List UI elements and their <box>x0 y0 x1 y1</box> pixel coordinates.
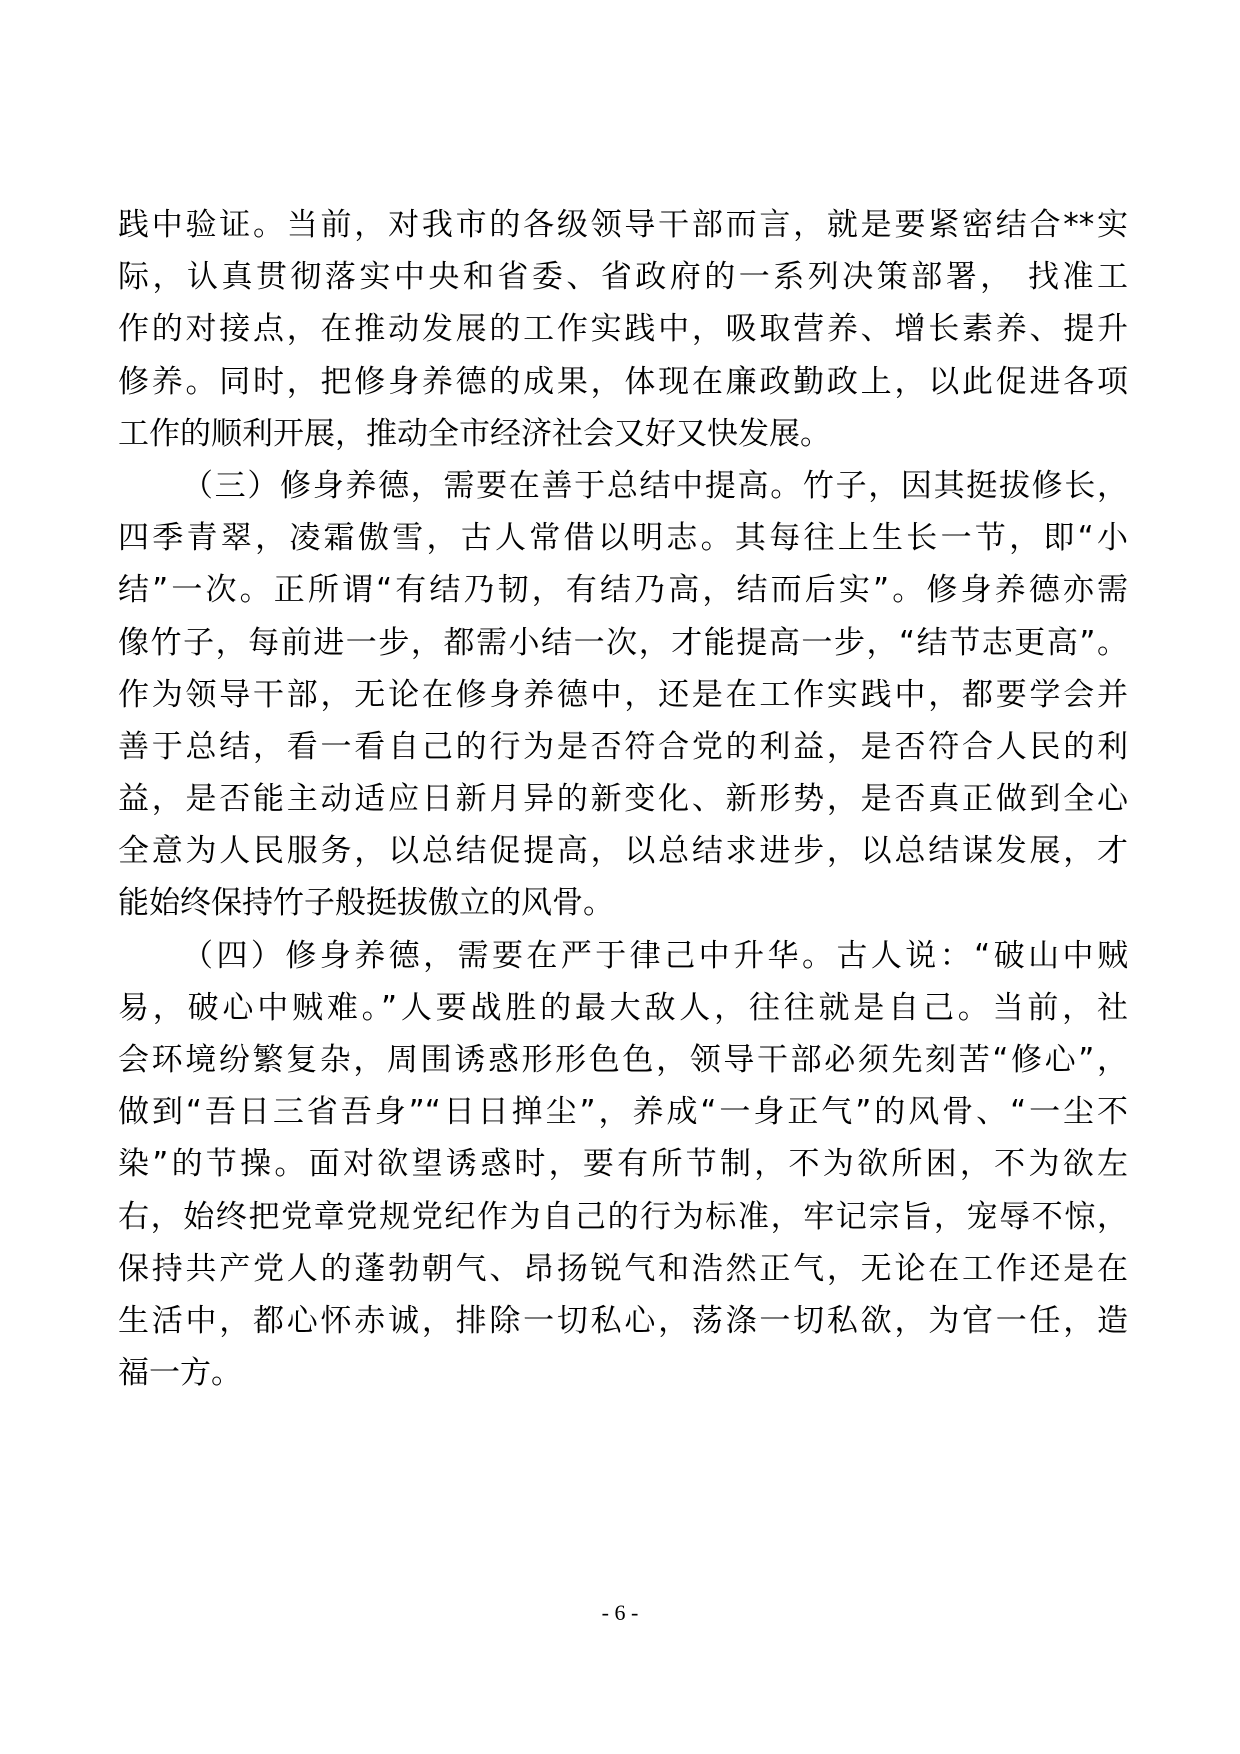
text-line: 作为领导干部，无论在修身养德中，还是在工作实践中，都要学会并 <box>118 676 1128 713</box>
text-line: 践中验证。当前，对我市的各级领导干部而言，就是要紧密结合**实 <box>118 207 1128 243</box>
text-line: 像竹子，每前进一步，都需小结一次，才能提高一步，“结节志更高”。 <box>118 624 1128 661</box>
text-line: 四季青翠，凌霜傲雪，古人常借以明志。其每往上生长一节，即“小 <box>118 520 1128 557</box>
paragraph-section-4 <box>118 930 1128 1400</box>
body-text <box>118 199 1128 1399</box>
text-line: 作的对接点，在推动发展的工作实践中，吸取营养、增长素养、提升 <box>118 311 1128 348</box>
paragraph-continued <box>118 199 1128 460</box>
text-line: 际，认真贯彻落实中央和省委、省政府的一系列决策部署， 找准工 <box>118 259 1128 296</box>
text-line: 染”的节操。面对欲望诱惑时，要有所节制，不为欲所困，不为欲左 <box>118 1146 1128 1183</box>
text-line: 全意为人民服务，以总结促提高，以总结求进步，以总结谋发展，才 <box>118 833 1128 870</box>
text-line: 易，破心中贼难。”人要战胜的最大敌人，往往就是自己。当前，社 <box>118 989 1128 1026</box>
text-line: 结”一次。正所谓“有结乃韧，有结乃高，结而后实”。修身养德亦需 <box>118 572 1128 609</box>
text-line: 能始终保持竹子般挺拔傲立的风骨。 <box>118 885 614 922</box>
paragraph-section-3 <box>118 460 1128 930</box>
text-line: 益，是否能主动适应日新月异的新变化、新形势，是否真正做到全心 <box>118 781 1128 818</box>
text-line: 修养。同时，把修身养德的成果，体现在廉政勤政上，以此促进各项 <box>118 363 1128 400</box>
text-line: 做到“吾日三省吾身”“日日掸尘”，养成“一身正气”的风骨、“一尘不 <box>118 1094 1128 1131</box>
text-line: 善于总结，看一看自己的行为是否符合党的利益，是否符合人民的利 <box>118 728 1128 765</box>
text-line: 会环境纷繁复杂，周围诱惑形形色色，领导干部必须先刻苦“修心”， <box>118 1042 1128 1078</box>
text-line: 工作的顺利开展，推动全市经济社会又好又快发展。 <box>118 415 831 452</box>
page-number: - 6 - <box>601 1600 639 1625</box>
text-line: 保持共产党人的蓬勃朝气、昂扬锐气和浩然正气，无论在工作还是在 <box>118 1250 1128 1287</box>
text-line: 右，始终把党章党规党纪作为自己的行为标准，牢记宗旨，宠辱不惊， <box>118 1198 1128 1235</box>
section-heading-line: （四）修身养德，需要在严于律己中升华。古人说：“破山中贼 <box>182 937 1128 974</box>
text-line: 生活中，都心怀赤诚，排除一切私心，荡涤一切私欲，为官一任，造 <box>118 1302 1128 1339</box>
text-line: 福一方。 <box>118 1355 242 1392</box>
section-heading-line: （三）修身养德，需要在善于总结中提高。竹子，因其挺拔修长， <box>182 467 1128 504</box>
